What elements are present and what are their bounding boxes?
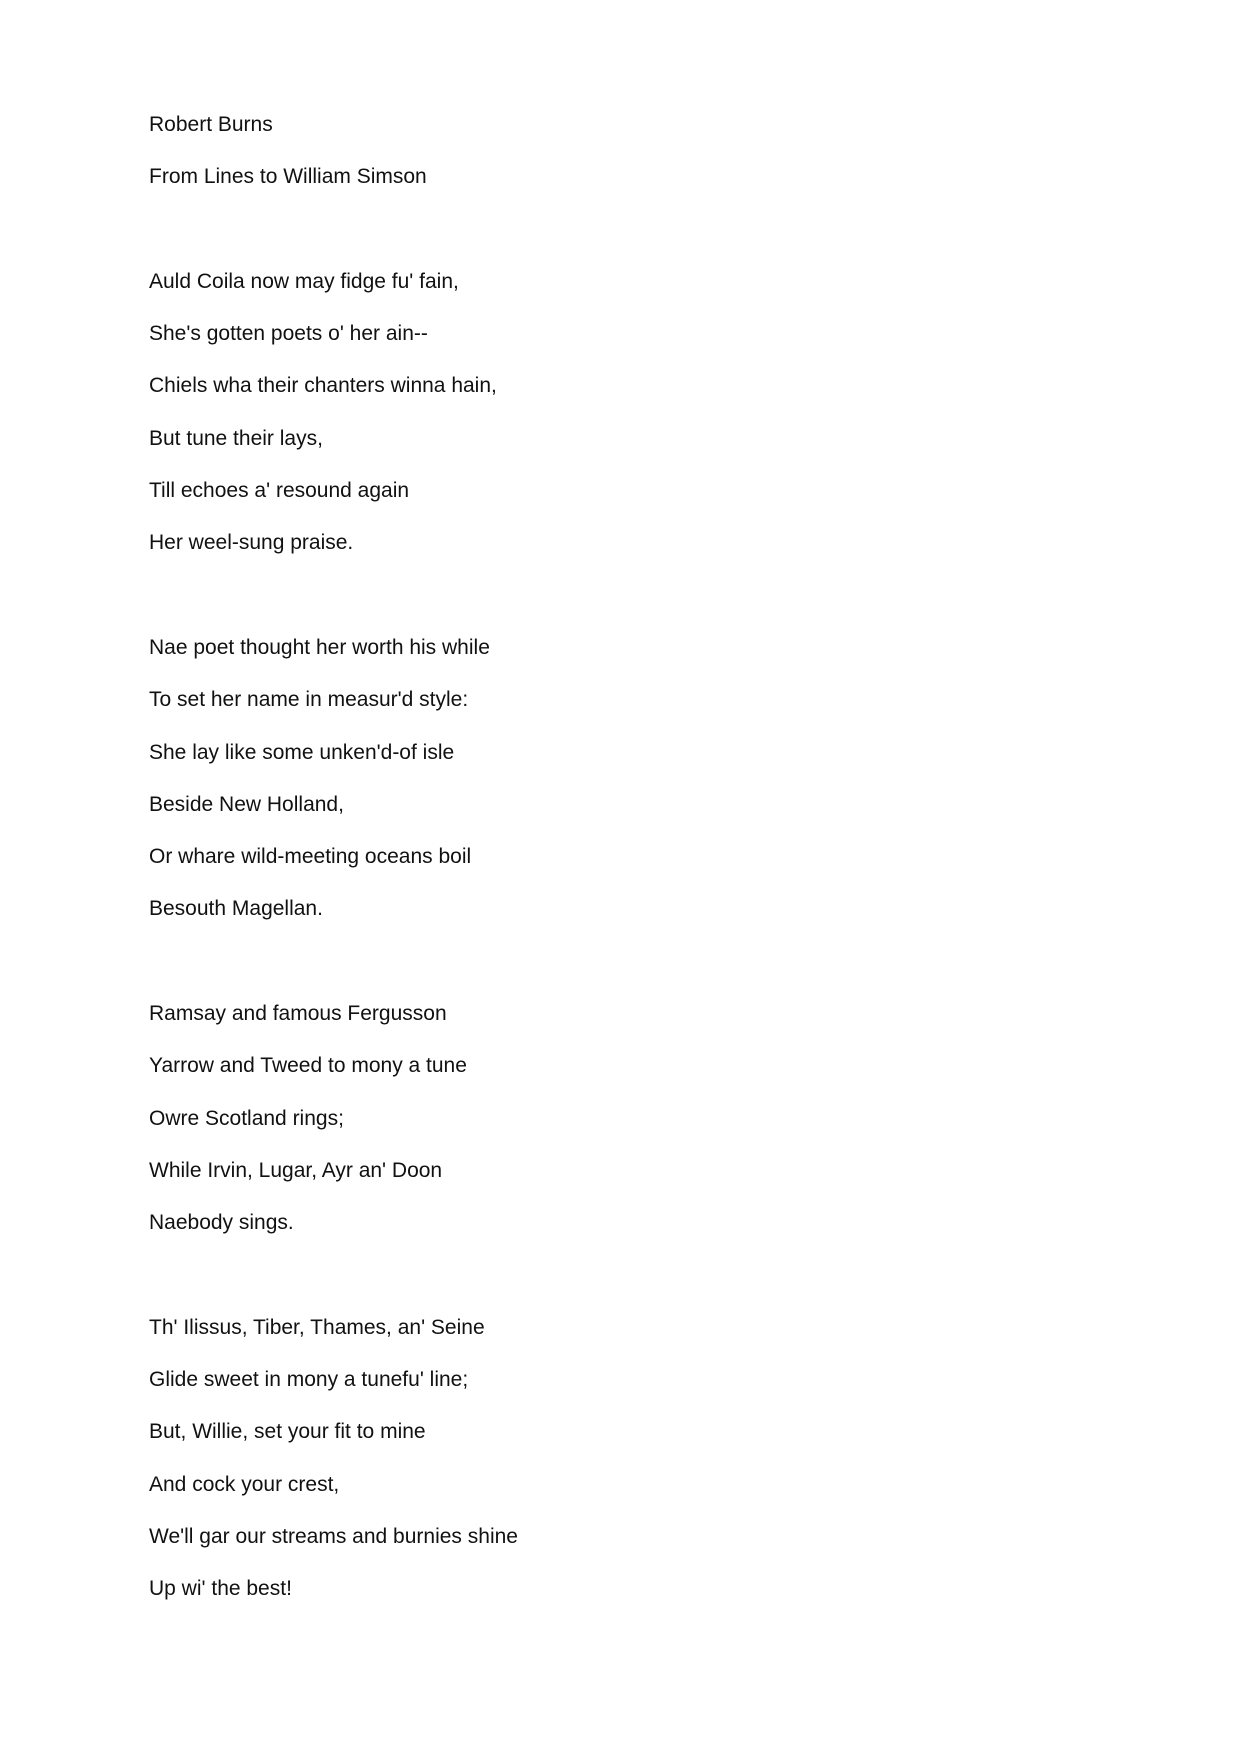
poem-line: While Irvin, Lugar, Ayr an' Doon: [149, 1158, 443, 1182]
poem-line: Up wi' the best!: [149, 1577, 292, 1601]
poem-line: Ramsay and famous Fergusson: [149, 1002, 447, 1026]
poem-title: From Lines to William Simson: [149, 165, 427, 189]
poem-line: She's gotten poets o' her ain--: [149, 322, 428, 346]
poem-line: She lay like some unken'd-of isle: [149, 740, 455, 764]
poem-line: And cock your crest,: [149, 1472, 340, 1496]
stanza-4: [149, 1313, 1149, 1604]
poem-line: Auld Coila now may fidge fu' fain,: [149, 269, 459, 293]
poem-line: But, Willie, set your fit to mine: [149, 1420, 426, 1444]
stanza-gap: [149, 215, 1149, 267]
poem-line: Th' Ilissus, Tiber, Thames, an' Seine: [149, 1315, 485, 1339]
stanza-gap: [149, 581, 1149, 633]
stanza-1: [149, 267, 1149, 558]
poem-line: Owre Scotland rings;: [149, 1106, 344, 1130]
stanza-3: [149, 999, 1149, 1238]
poem-line: Or whare wild-meeting oceans boil: [149, 845, 472, 869]
stanza-gap: [149, 1261, 1149, 1313]
poem-line: Glide sweet in mony a tunefu' line;: [149, 1368, 469, 1392]
poem-line: Chiels wha their chanters winna hain,: [149, 374, 497, 398]
poem-line: To set her name in measur'd style:: [149, 688, 469, 712]
poem-line: Her weel-sung praise.: [149, 531, 354, 555]
author-name: Robert Burns: [149, 113, 273, 136]
poem-line: Besouth Magellan.: [149, 897, 323, 921]
poem-line: But tune their lays,: [149, 426, 323, 450]
poem-line: Yarrow and Tweed to mony a tune: [149, 1054, 467, 1078]
document-page: [149, 110, 1149, 1627]
stanza-gap: [149, 947, 1149, 999]
poem-line: Naebody sings.: [149, 1211, 294, 1235]
poem-line: Nae poet thought her worth his while: [149, 635, 490, 659]
stanza-2: [149, 633, 1149, 924]
poem-line: Beside New Holland,: [149, 792, 344, 816]
poem-line: We'll gar our streams and burnies shine: [149, 1525, 518, 1549]
poem-line: Till echoes a' resound again: [149, 479, 410, 503]
